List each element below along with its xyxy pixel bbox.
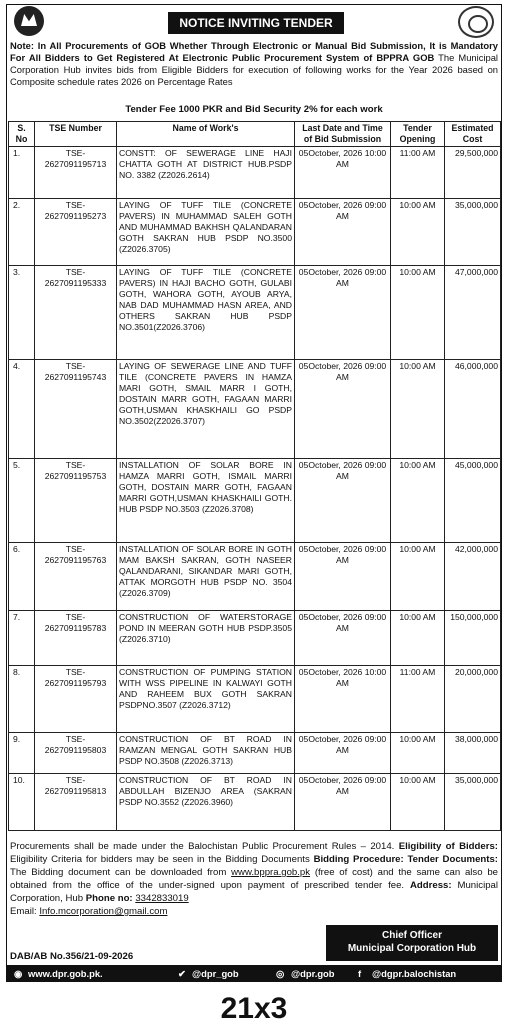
municipal-emblem-icon xyxy=(458,6,494,38)
col-header-sno: S. No xyxy=(9,122,35,147)
cell-sno: 2. xyxy=(9,199,35,266)
bppra-link[interactable]: www.bppra.gob.pk xyxy=(231,867,311,878)
cell-tse: TSE-2627091195763 xyxy=(35,543,117,611)
cell-date: 05October, 2026 09:00 AM xyxy=(295,543,391,611)
cell-work: INSTALLATION OF SOLAR BORE IN HAMZA MARRI GOTH, ISMAIL MARRI GOTH, DOSTAIN MARR GOTH, FAGAAN MARRI GOTH,USMAN KHASKHAILI GOTH. HUB PSDP NO.3503 (Z2026.3708) xyxy=(117,459,295,543)
cell-opening: 10:00 AM xyxy=(391,733,445,774)
cell-date: 05October, 2026 09:00 AM xyxy=(295,774,391,831)
works-table xyxy=(8,121,501,831)
cell-cost: 45,000,000 xyxy=(445,459,501,543)
rules-text: Procurements shall be made under the Balochistan Public Procurement Rules – 2014. xyxy=(10,841,395,852)
cell-opening: 10:00 AM xyxy=(391,199,445,266)
cell-sno: 3. xyxy=(9,266,35,360)
notice-header xyxy=(6,4,502,40)
table-row xyxy=(9,543,501,611)
cell-work: CONSTRUCTION OF BT ROAD IN ABDULLAH BIZENJO AREA (SAKRAN PSDP NO.3552 (Z2026.3960) xyxy=(117,774,295,831)
table-row xyxy=(9,666,501,733)
cell-tse: TSE-2627091195813 xyxy=(35,774,117,831)
signatory-title: Chief Officer xyxy=(381,930,442,941)
cell-work: LAYING OF TUFF TILE (CONCRETE PAVERS) IN HAJI BACHO GOTH, GULABI GOTH, WAHORA GOTH, AYOUB ARYA, NAB DAD MUHAMMAD HASN AREA, AND OTHERS SAKRAN HUB PSDP NO.3501(Z2026.3706) xyxy=(117,266,295,360)
email-label: Email: xyxy=(10,906,37,917)
procedure-label: Bidding Procedure: Tender Documents: xyxy=(313,854,498,865)
cell-date: 05October, 2026 09:00 AM xyxy=(295,733,391,774)
cell-cost: 20,000,000 xyxy=(445,666,501,733)
cell-tse: TSE-2627091195783 xyxy=(35,611,117,666)
cell-date: 05October, 2026 09:00 AM xyxy=(295,611,391,666)
intro-note: Note: In All Procurements of GOB Whether Through Electronic or Manual Bid Submission, It is Mandatory For All Bidders to Get Registered At Electronic Public Procurement System of BPPRA GOB xyxy=(10,40,498,63)
email-link[interactable]: Info.mcorporation@gmail.com xyxy=(39,906,168,917)
ad-size-label: 21x3 xyxy=(220,992,288,1025)
cell-cost: 42,000,000 xyxy=(445,543,501,611)
signatory-office: Municipal Corporation Hub xyxy=(347,943,477,954)
tender-fee-line: Tender Fee 1000 PKR and Bid Security 2% for each work xyxy=(125,104,383,115)
cell-date: 05October, 2026 09:00 AM xyxy=(295,360,391,459)
cell-date: 05October, 2026 09:00 AM xyxy=(295,266,391,360)
cell-sno: 1. xyxy=(9,147,35,199)
facebook-handle[interactable]: @dgpr.balochistan xyxy=(372,968,457,979)
cell-tse: TSE-2627091195793 xyxy=(35,666,117,733)
cell-tse: TSE-2627091195333 xyxy=(35,266,117,360)
table-row xyxy=(9,266,501,360)
cell-cost: 150,000,000 xyxy=(445,611,501,666)
social-bar xyxy=(6,965,502,982)
table-row xyxy=(9,733,501,774)
cell-sno: 10. xyxy=(9,774,35,831)
dab-number: DAB/AB No.356/21-09-2026 xyxy=(10,951,134,962)
eligibility-label: Eligibility of Bidders: xyxy=(398,841,498,852)
cell-tse: TSE-2627091195273 xyxy=(35,199,117,266)
notice-title: NOTICE INVITING TENDER xyxy=(168,12,344,34)
table-row xyxy=(9,611,501,666)
cell-date: 05October, 2026 10:00 AM xyxy=(295,666,391,733)
address-text: Municipal Corporation, Hub xyxy=(10,880,499,904)
cell-work: LAYING OF SEWERAGE LINE AND TUFF TILE (CONCRETE PAVERS IN HAMZA MARI GOTH, SMAIL MARR I GOTH, DOSTAIN MARR GOTH, FAGAAN MARRI GOTH,USMAN KHASKHAILI GO PSDP NO.3502(Z2026.3707) xyxy=(117,360,295,459)
cell-cost: 47,000,000 xyxy=(445,266,501,360)
phone-number[interactable]: 3342833019 xyxy=(135,893,189,904)
cell-date: 05October, 2026 09:00 AM xyxy=(295,199,391,266)
cell-opening: 10:00 AM xyxy=(391,459,445,543)
intro-text: The Municipal Corporation Hub invites bids from Eligible Bidders for execution of following works for the Year 2026 based on Composite schedule rates 2026 on Percentage Rates xyxy=(10,52,498,87)
table-row xyxy=(9,199,501,266)
table-row xyxy=(9,774,501,831)
phone-label: Phone no: xyxy=(85,893,133,904)
table-header-row xyxy=(9,122,501,147)
cell-work: CONSTRUCTION OF WATERSTORAGE POND IN MEERAN GOTH HUB PSDP.3505 (Z2026.3710) xyxy=(117,611,295,666)
cell-opening: 10:00 AM xyxy=(391,611,445,666)
procedure-text: The Bidding document can be downloaded from xyxy=(10,867,227,878)
col-header-tse: TSE Number xyxy=(35,122,117,147)
procedure-text-2: (free of cost) and the same can also be obtained from the office of the under-signed upon payment of prescribed tender fee. xyxy=(10,867,498,891)
cell-work: LAYING OF TUFF TILE (CONCRETE PAVERS) IN MUHAMMAD SALEH GOTH AND MUHAMMAD BAKHSH QALANDARAN GOTH SAKRAN HUB PSDP NO.3500 (Z2026.3705) xyxy=(117,199,295,266)
col-header-date: Last Date and Time of Bid Submission xyxy=(295,122,391,147)
facebook-icon: f xyxy=(358,968,362,979)
twitter-icon: ✔ xyxy=(178,968,186,979)
twitter-handle[interactable]: @dpr_gob xyxy=(192,968,239,979)
cell-work: CONSTRUCTION OF PUMPING STATION WITH WSS PIPELINE IN KALWAYI GOTH AND RAHEEM BUX GOTH SAKRAN PSDPNO.3507 (Z2026.3712) xyxy=(117,666,295,733)
cell-cost: 35,000,000 xyxy=(445,199,501,266)
procurement-terms xyxy=(10,840,498,918)
cell-opening: 11:00 AM xyxy=(391,147,445,199)
table-row xyxy=(9,459,501,543)
cell-tse: TSE-2627091195713 xyxy=(35,147,117,199)
cell-opening: 10:00 AM xyxy=(391,774,445,831)
cell-work: INSTALLATION OF SOLAR BORE IN GOTH MAM BAKSH SAKRAN, GOTH NASEER QALANDARANI, SIKANDAR MARI GOTH, ATTAK MORGOTH HUB PSDP NO. 3504 (Z2026.3709) xyxy=(117,543,295,611)
cell-opening: 11:00 AM xyxy=(391,666,445,733)
address-label: Address: xyxy=(410,880,452,891)
cell-sno: 6. xyxy=(9,543,35,611)
cell-work: CONSTT: OF SEWERAGE LINE HAJI CHATTA GOTH AT DISTRICT HUB.PSDP NO. 3382 (Z2026.2614) xyxy=(117,147,295,199)
cell-date: 05October, 2026 10:00 AM xyxy=(295,147,391,199)
cell-date: 05October, 2026 09:00 AM xyxy=(295,459,391,543)
table-row xyxy=(9,360,501,459)
intro-paragraph xyxy=(10,40,498,88)
cell-tse: TSE-2627091195803 xyxy=(35,733,117,774)
table-row xyxy=(9,147,501,199)
cell-cost: 29,500,000 xyxy=(445,147,501,199)
globe-icon: ◉ xyxy=(14,968,23,979)
website-link[interactable]: www.dpr.gob.pk. xyxy=(28,968,103,979)
instagram-handle[interactable]: @dpr.gob xyxy=(291,968,335,979)
col-header-opening: Tender Opening xyxy=(391,122,445,147)
cell-sno: 9. xyxy=(9,733,35,774)
cell-work: CONSTRUCTION OF BT ROAD IN RAMZAN MENGAL GOTH SAKRAN HUB PSDP NO.3508 (Z2026.3713) xyxy=(117,733,295,774)
eligibility-text: Eligibility Criteria for bidders may be seen in the Bidding Documents xyxy=(10,854,310,865)
cell-tse: TSE-2627091195753 xyxy=(35,459,117,543)
instagram-icon: ◎ xyxy=(276,968,285,979)
cell-sno: 8. xyxy=(9,666,35,733)
cell-opening: 10:00 AM xyxy=(391,360,445,459)
signatory-box xyxy=(326,925,498,961)
cell-tse: TSE-2627091195743 xyxy=(35,360,117,459)
cell-cost: 46,000,000 xyxy=(445,360,501,459)
cell-opening: 10:00 AM xyxy=(391,543,445,611)
cell-opening: 10:00 AM xyxy=(391,266,445,360)
gob-logo-icon xyxy=(14,6,44,36)
cell-sno: 4. xyxy=(9,360,35,459)
cell-sno: 5. xyxy=(9,459,35,543)
col-header-cost: Estimated Cost xyxy=(445,122,501,147)
cell-cost: 38,000,000 xyxy=(445,733,501,774)
cell-sno: 7. xyxy=(9,611,35,666)
col-header-work: Name of Work's xyxy=(117,122,295,147)
cell-cost: 35,000,000 xyxy=(445,774,501,831)
